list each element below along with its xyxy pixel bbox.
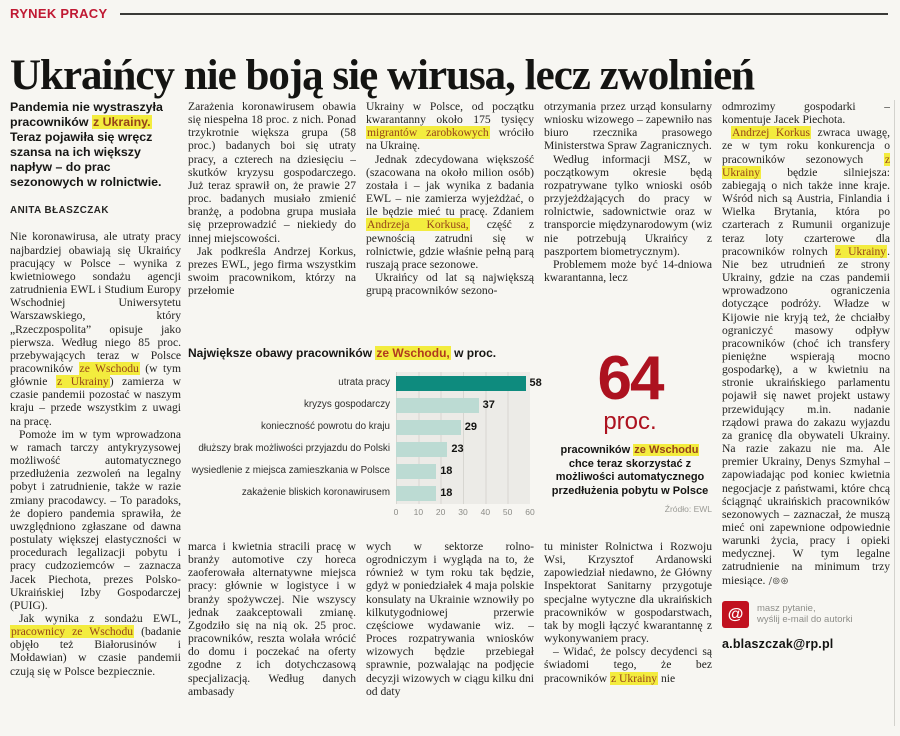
paragraph: – Widać, że polscy decydenci są świadomi tego, że bez pracowników z Ukrainy nie	[544, 645, 712, 685]
lead-paragraph: Pandemia nie wystraszyła pracowników z Ukrainy. Teraz pojawiła się wręcz szansa na ich większy napływ – do prac sezonowych w rolnictwie.	[10, 100, 163, 189]
paragraph: marca i kwietnia stracili pracę w branży automotive czy horeca zaoferowała alternatywne miejsca pracy: głównie w logistyce i w branży spożywczej. Nie wszyscy jednak zaakceptowali zmianę. Zgodziło się na nią ok. 25 proc. pracowników, reszta wolała wrócić do domu i poczekać na oferty zgodne z ich dotychczasową specjalizacją. Według danych ambasady	[188, 540, 356, 698]
chart-bar-track	[396, 394, 530, 416]
chart-bar-value: 29	[464, 420, 478, 433]
chart-bar-track	[396, 416, 530, 438]
highlighted-term: migrantów zarobkowych	[367, 126, 489, 140]
stat-value: 64	[597, 344, 663, 413]
chart-bar	[396, 398, 479, 413]
chart-bar-label: kryzys gospodarczy	[303, 398, 390, 410]
highlighted-term: Andrzej Korkus	[732, 126, 810, 140]
highlighted-term: z Ukrainy	[56, 375, 109, 389]
chart-bar-row	[188, 416, 538, 438]
chart-bar-label: zakażenie bliskich koronawirusem	[241, 486, 390, 498]
contact-footer	[722, 601, 890, 651]
chart-bar-label: konieczność powrotu do kraju	[260, 420, 390, 432]
chart-bar	[396, 442, 447, 457]
stat-block	[548, 344, 712, 534]
highlighted-term: z Ukrainy	[611, 671, 658, 685]
paragraph: Problemem może być 14-dniowa kwarantanna, lecz	[544, 257, 712, 285]
stat-unit: proc.	[603, 408, 657, 435]
email-at-icon: @	[722, 601, 749, 628]
chart-source: Źródło: EWL	[664, 504, 712, 514]
paragraph: Jak podkreśla Andrzej Korkus, prezes EWL, jego firma wszystkim swoim pracownikom, którzy na przełomie	[188, 244, 356, 298]
chart-rows	[188, 372, 542, 504]
paragraph: Nie koronawirusa, ale utraty pracy najbardziej obawiają się Ukraińcy pracujący w Polsce – wynika z kwietniowego sondażu agencji zatrudnienia EWL i Studium Europy Wschodniej Uniwersytetu Warszawskiego, który „Rzeczpospolita” opisuje jako pierwsza. Według niego 85 proc. przebywających teraz w Polsce pracowników ze Wschodu (w tym głównie z Ukrainy) zamierza w czasie pandemii pozostać w naszym kraju – przede wszystkim z uwagi na pracę.	[10, 230, 181, 428]
chart-bar-track	[396, 372, 542, 394]
column-5	[722, 100, 890, 732]
author-byline: ANITA BŁASZCZAK	[10, 205, 109, 217]
column-4-top	[544, 100, 712, 340]
column-2-top	[188, 100, 356, 340]
chart-bar-value: 37	[482, 398, 495, 411]
paragraph: Jednak zdecydowana większość (szacowana na około milion osób) została i – jak wynika z badania EWL – nie zamierza wyjeżdżać, o ile będzie mieć tu pracę. Zdaniem Andrzeja Korkusa, część z pewnością zatrudni się w rolnictwie, gdzie właśnie pełną parą ruszają prace sezonowe.	[366, 152, 534, 271]
article-headline: Ukraińcy nie boją się wirusa, lecz zwolnień	[10, 51, 755, 99]
chart-bar-value: 18	[440, 464, 453, 477]
chart-bar	[396, 464, 436, 479]
paragraph: Według informacji MSZ, w początkowym okresie będą rozpatrywane tylko wnioski osób przyjeżdżających do pracy w rolnictwie, sadownictwie oraz w transporcie międzynarodowym (wiz nie potrzebują Ukraińcy z paszportem biometrycznym).	[544, 152, 712, 258]
chart-bar-row	[188, 482, 538, 504]
highlighted-term: z Ukrainy	[722, 152, 890, 179]
highlighted-term: ze Wschodu	[79, 362, 139, 375]
stat-description: pracowników ze Wschodu chce teraz skorzystać z możliwości automatycznego przedłużenia pobytu w Polsce	[551, 444, 709, 497]
chart-x-tick: 20	[435, 507, 446, 517]
section-kicker: RYNEK PRACY	[10, 6, 108, 21]
chart-x-tick: 40	[480, 507, 491, 517]
chart-bar-track	[396, 438, 530, 460]
paragraph: otrzymania przez urząd konsularny wniosku wizowego – zapewniło nas biuro rzecznika prasowego Ministerstwa Spraw Zagranicznych.	[544, 100, 712, 153]
column-4-bottom	[544, 540, 712, 732]
chart-bar	[396, 486, 436, 501]
bar-chart	[188, 346, 542, 534]
paragraph: Zarażenia koronawirusem obawia się niespełna 18 proc. z nich. Ponad trzykrotnie większa grupa (58 proc.) badanych boi się utraty pracy, a czterech na dziesięciu – skutków kryzysu gospodarczego. Już teraz sprawił on, że prawie 27 proc. badanych musiało zmienić branżę, a podobna grupa musiała się przeprowadzić – niekiedy do innej miejscowości.	[188, 100, 356, 245]
end-of-article-mark: /⊚⊛	[765, 575, 789, 587]
chart-bar-label: utrata pracy	[338, 376, 390, 388]
chart-bar	[396, 376, 526, 391]
body-text	[10, 230, 181, 677]
chart-x-tick: 60	[525, 507, 535, 517]
chart-x-tick: 50	[502, 507, 513, 517]
highlighted-term: ze Wschodu,	[376, 346, 450, 360]
paragraph: wych w sektorze rolno-ogrodniczym i wygląda na to, że również w tym roku tak będzie, gdyż w poniedziałek 4 maja polskie konsulaty na Ukrainie wznowiły po kilkutygodniowej przerwie częściowe wydawanie wiz. – Proces rozpatrywania wniosków wizowych będzie przebiegał sprawnie, pozwalając na podjęcie decyzji wizowych w ciągu kilku dni od daty	[366, 540, 534, 698]
paragraph: Jak wynika z sondażu EWL, pracownicy ze Wschodu (badanie objęło też Białorusinów i Mołdawian) w czasie pandemii czują się w Polsce bezpiecznie.	[10, 611, 181, 678]
chart-bar-value: 58	[529, 376, 542, 389]
chart-bar-track	[396, 482, 530, 504]
highlighted-term: Andrzeja Korkusa,	[367, 218, 469, 232]
chart-bar-value: 23	[451, 442, 464, 455]
chart-bar	[396, 420, 461, 435]
chart-x-axis	[393, 504, 535, 518]
chart-x-tick: 10	[413, 507, 424, 517]
chart-bar-label: dłuższy brak możliwości przyjazdu do Polski	[198, 442, 390, 454]
paragraph: odmrozimy gospodarki – komentuje Jacek Piechota.	[722, 100, 890, 127]
kicker-rule	[120, 13, 888, 15]
highlighted-term: ze Wschodu	[634, 444, 699, 456]
paragraph: Ukrainy w Polsce, od początku kwarantanny około 175 tysięcy migrantów zarobkowych wróciło na Ukrainę.	[366, 100, 534, 153]
chart-bar-row	[188, 438, 538, 460]
paragraph: Pomoże im w tym wprowadzona w ramach tarczy antykryzysowej możliwość automatycznego przedłużenia zezwoleń na legalny pobyt i zatrudnienie, także w razie zmiany pracodawcy. – To paradoks, że dopiero pandemia sprawiła, że uwzględniono zgłaszane od dawna postulaty większej elastyczności w procedurach legalizacji pobytu i pracy cudzoziemców – zaznacza Jacek Piechota, prezes Polsko-Ukraińskiej Izby Gospodarczej (PUIG).	[10, 427, 181, 612]
chart-bar-row	[188, 460, 538, 482]
body-text	[722, 100, 890, 588]
chart-bar-value: 18	[440, 486, 453, 499]
column-2-bottom	[188, 540, 356, 732]
chart-bar-label: wysiedlenie z miejsca zamieszkania w Polsce	[191, 464, 390, 476]
chart-bar-row	[188, 372, 542, 394]
chart-bar-row	[188, 394, 538, 416]
contact-note: masz pytanie, wyślij e-mail do autorki	[757, 602, 853, 626]
chart-bar-track	[396, 460, 530, 482]
chart-title: Największe obawy pracowników ze Wschodu, w proc.	[188, 346, 497, 360]
author-email[interactable]: a.blaszczak@rp.pl	[722, 636, 834, 651]
paragraph: Andrzej Korkus zwraca uwagę, ze w tym roku konkurencja o pracowników sezonowych z Ukrainy będzie silniejsza: zabiegają o nich także inne kraje. Wśród nich są Austria, Finlandia i Wielka Brytania, która po czarterach z Rumunii organizuje teraz loty czarterowe dla pracowników rolnych z Ukrainy. Nie bez utrudnień ze strony Ukrainy, gdzie na czas pandemii wprowadzono ograniczenia dotyczące podróży. Władze w Kijowie nie kryją też, że chciałby ograniczyć masowy odpływ pracowników (choć ich transfery pieniężne wspierają mocno gospodarkę), a w kwietniu na stronie ukraińskiego parlamentu pojawił się nawet projekt ustawy przewidujący m.in. nadanie rządowi prawa do zakazu wyjazdu za granicę dla obywateli Ukrainy. Na razie zakazu nie ma. Ale premier Ukrainy, Denys Szmyhal – zapowiadając pod koniec kwietnia negocjacje z państwami, które chcą ściągnąć ukraińskich pracowników sezonowych – zaznaczał, że muszą mieć oni zapewnione odpowiednie warunki życia, pracy i opieki medycznej. W tym legalne zatrudnienie na minimum trzy miesiące. /⊚⊛	[722, 126, 890, 587]
column-3-top	[366, 100, 534, 340]
column-3-bottom	[366, 540, 534, 732]
highlighted-term: z Ukrainy	[835, 244, 887, 258]
chart-x-tick: 0	[393, 507, 399, 517]
paragraph: Ukraińcy od lat są największą grupą pracowników sezono-	[366, 271, 534, 298]
highlighted-term: pracownicy ze Wschodu	[11, 625, 134, 639]
chart-x-tick: 30	[458, 507, 468, 517]
column-1	[10, 100, 181, 732]
paragraph: tu minister Rolnictwa i Rozwoju Wsi, Krzysztof Ardanowski zapowiedział niedawno, że Główny Inspektorat Sanitarny przygotuje specjalne wytyczne dla ukraińskich pracowników w gospodarstwach, tak by mogli łączyć kwarantannę z wykonywaniem pracy.	[544, 540, 712, 646]
highlighted-term: z Ukrainy.	[92, 114, 151, 129]
